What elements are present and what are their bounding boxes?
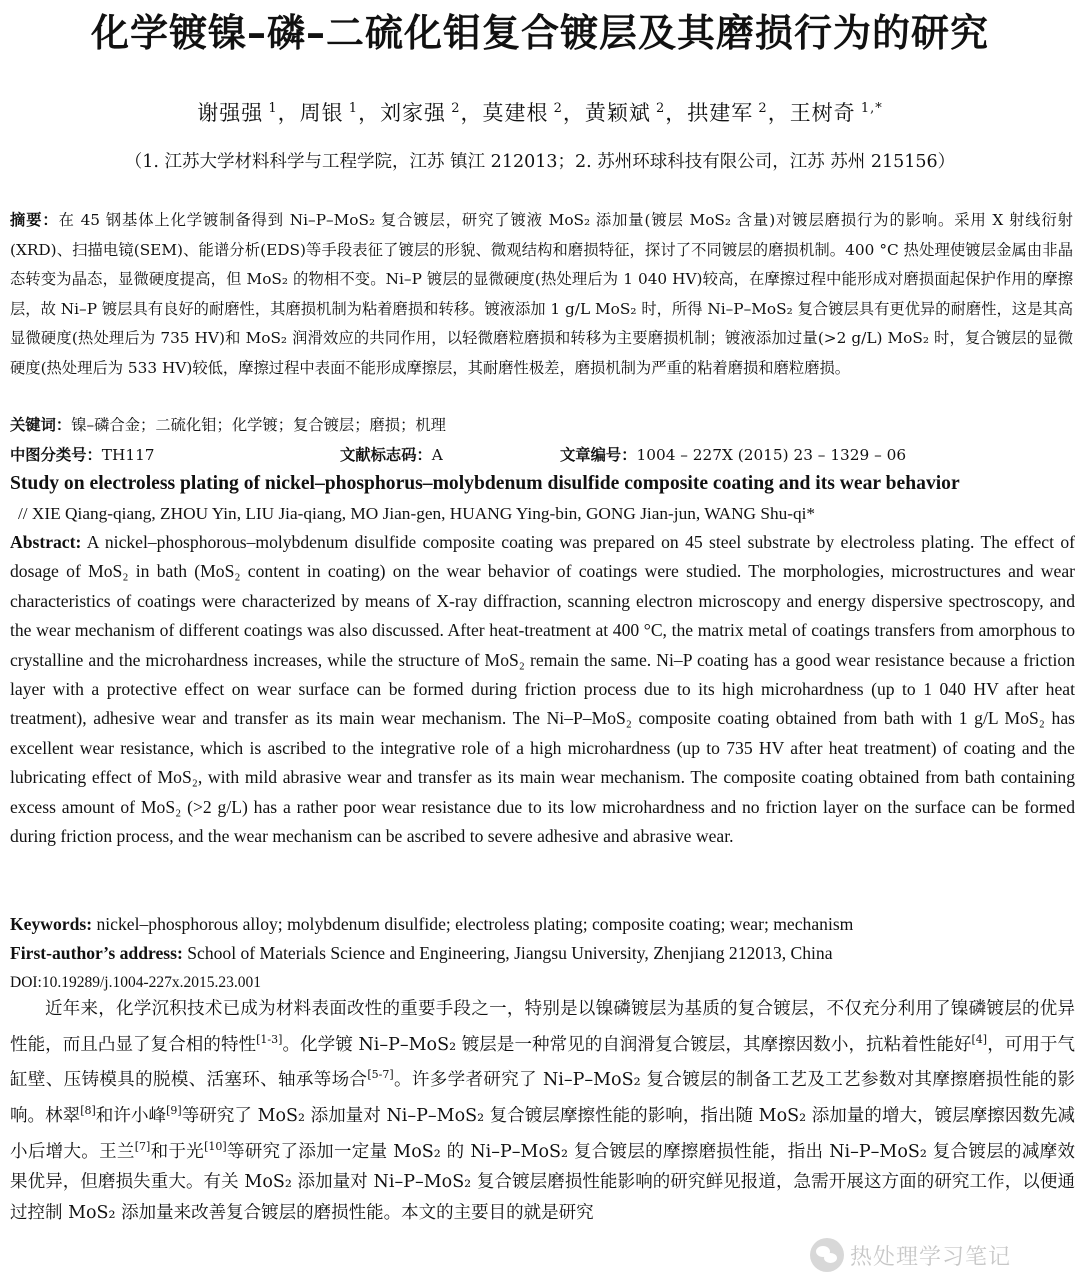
author-list-en: // XIE Qiang-qiang, ZHOU Yin, LIU Jia-qiang, MO Jian-gen, HUANG Ying-bin, GONG Jian-jun, WANG Shu-qi* — [18, 504, 816, 523]
author-name: 莫建根 — [482, 101, 549, 125]
author-name: 黄颖斌 — [584, 101, 651, 125]
doi: DOI:10.19289/j.1004-227x.2015.23.001 — [10, 974, 262, 991]
wechat-icon — [810, 1238, 844, 1272]
first-author-address — [10, 939, 1075, 968]
article-no-label: 文章编号： — [560, 446, 637, 464]
author-affiliation-mark: 2 — [446, 101, 461, 116]
author-affiliation-mark: 1 — [343, 101, 359, 116]
author-affiliation-mark: 2 — [650, 101, 666, 116]
abstract-cn — [10, 206, 1073, 383]
doc-code-value: A — [431, 446, 443, 464]
author-list-cn: 谢强强 $^1$，周银 $^1$，刘家强 $^2$，莫建根 $^2$，黄颖斌 $^2$，拱建军 $^2$，王树奇 $^{1,*}$ — [197, 101, 883, 125]
citation-mark: [8] — [80, 1104, 96, 1118]
clc-label: 中图分类号： — [10, 446, 102, 464]
paper-title-en: Study on electroless plating of nickel–phosphorus–molybdenum disulfide composite coating and its wear behavior — [10, 473, 960, 494]
classification-line — [10, 442, 1073, 468]
author-name: 拱建军 — [687, 101, 754, 125]
author-affiliation-mark: 2 — [753, 101, 768, 116]
address-text: School of Materials Science and Engineering, Jiangsu University, Zhenjiang 212013, China — [187, 943, 833, 963]
abstract-en-label: Abstract: — [10, 532, 82, 552]
abstract-en — [10, 528, 1075, 851]
citation-mark: [7] — [134, 1139, 151, 1153]
address-label: First-author’s address: — [10, 943, 183, 963]
citation-mark: [10] — [204, 1139, 227, 1153]
article-no-value: 1004 – 227X (2015) 23 – 1329 – 06 — [636, 446, 907, 464]
author-affiliation-mark: 1,* — [855, 101, 883, 116]
body-text-segment: 等研究了添加一定量 MoS₂ 的 Ni–P–MoS₂ 复合镀层的摩擦磨损性能，指出 Ni–P–MoS₂ 复合镀层的减摩效果优异，但磨损失重大。有关 MoS₂ 添加量对 Ni–P–MoS₂ 复合镀层磨损性能影响的研究鲜见报道，急需开展这方面的研究工作，以便通过控制 MoS₂ 添加量来改善复合镀层的磨损性能。本文的主要目的就是研究 — [10, 1141, 1076, 1224]
author-affiliation-mark: 1 — [263, 101, 278, 116]
body-text-segment: 。许多学者研究了 Ni–P–MoS₂ 复合镀层的制备工艺及工艺参数对其摩擦磨损性能的影响。林翠 — [10, 1070, 1075, 1126]
body-text-segment: ，可用于气缸壁、压铸模具的脱模、活塞环、轴承等场合 — [10, 1034, 1076, 1091]
clc-value: TH117 — [101, 446, 155, 464]
keywords-en-label: Keywords: — [10, 914, 93, 934]
keywords-cn-label: 关键词： — [10, 416, 72, 434]
abstract-cn-text: 在 45 钢基体上化学镀制备得到 Ni–P–MoS₂ 复合镀层，研究了镀液 MoS₂ 添加量(镀层 MoS₂ 含量)对镀层磨损行为的影响。采用 X 射线衍射(XRD)、扫描电镜(SEM)、能谱分析(EDS)等手段表征了镀层的形貌、微观结构和磨损特征，探讨了不同镀层的磨损机制。400 °C 热处理使镀层金属由非晶态转变为晶态，显微硬度提高，但 MoS₂ 的物相不变。Ni–P 镀层的显微硬度(热处理后为 1 040 HV)较高，在摩擦过程中能形成对磨损面起保护作用的摩擦层，故 Ni–P 镀层具有良好的耐磨性，其磨损机制为粘着磨损和转移。镀液添加 1 g/L MoS₂ 时，所得 Ni–P–MoS₂ 复合镀层具有更优异的耐磨性，这是其高显微硬度(热处理后为 735 HV)和 MoS₂ 润滑效应的共同作用，以轻微磨粒磨损和转移为主要磨损机制；镀液添加过量(>2 g/L) MoS₂ 时，复合镀层的显微硬度(热处理后为 533 HV)较低，摩擦过程中表面不能形成摩擦层，其耐磨性极差，磨损机制为严重的粘着磨损和磨粒磨损。 — [10, 211, 1073, 377]
body-text-segment: 近年来，化学沉积技术已成为材料表面改性的重要手段之一，特别是以镍磷镀层为基质的复合镀层，不仅充分利用了镍磷镀层的优异性能，而且凸显了复合相的特性 — [10, 999, 1075, 1055]
author-name: 周银 — [299, 101, 344, 125]
document-code — [340, 442, 443, 468]
abstract-cn-label: 摘要： — [10, 211, 59, 229]
citation-mark: [4] — [971, 1032, 988, 1046]
body-text-segment: 。化学镀 Ni–P–MoS₂ 镀层是一种常见的自润滑复合镀层，其摩擦因数小，抗粘着性能好 — [282, 1034, 972, 1055]
body-text-cn — [10, 994, 1075, 1229]
article-number — [560, 442, 906, 468]
citation-mark: [5-7] — [367, 1068, 394, 1082]
body-text-segment: 和许小峰 — [95, 1105, 167, 1126]
keywords-cn-text: 镍–磷合金；二硫化钼；化学镀；复合镀层；磨损；机理 — [71, 416, 446, 434]
author-name: 王树奇 — [789, 101, 856, 125]
watermark — [810, 1232, 1072, 1278]
paper-title-cn: 化学镀镍–磷–二硫化钼复合镀层及其磨损行为的研究 — [90, 11, 989, 55]
keywords-en — [10, 910, 1075, 939]
body-text-segment: 等研究了 MoS₂ 添加量对 Ni–P–MoS₂ 复合镀层摩擦性能的影响，指出随 MoS₂ 添加量的增大，镀层摩擦因数先减小后增大。王兰 — [10, 1105, 1076, 1162]
citation-mark: [1-3] — [256, 1032, 283, 1046]
author-name: 谢强强 — [197, 101, 264, 125]
body-text-segment: 和于光 — [150, 1141, 205, 1162]
citation-mark: [9] — [166, 1104, 182, 1118]
affiliation-cn: （1. 江苏大学材料科学与工程学院，江苏 镇江 212013；2. 苏州环球科技有限公司，江苏 苏州 215156） — [124, 152, 956, 172]
watermark-text: 热处理学习笔记 — [850, 1244, 1012, 1270]
abstract-en-text: A nickel–phosphorous–molybdenum disulfide composite coating was prepared on 45 steel substrate by electroless plating. The effect of dosage of MoS₂ in bath (MoS₂ content in coating) on the wear behavior of coatings were studied. The morphologies, microstructures and wear characteristics of coatings were characterized by means of X-ray diffraction, scanning electron microscopy and energy dispersive spectroscopy, and the wear mechanism of different coatings was also discussed. After heat-treatment at 400 °C, the matrix metal of coatings transfers from amorphous to crystalline and the microhardness increases, while the structure of MoS₂ remain the same. Ni–P coating has a good wear resistance because a friction layer with a protective effect on wear surface can be formed during friction process due to its high microhardness (up to 1 040 HV after heat treatment), adhesive wear and transfer as its main wear mechanism. The Ni–P–MoS₂ composite coating obtained from bath with 1 g/L MoS₂ has excellent wear resistance, which is ascribed to the integrative role of a high microhardness (up to 735 HV after heat treatment) of coating and the lubricating effect of MoS₂, with mild abrasive wear and transfer as its main wear mechanism. The composite coating obtained from bath containing excess amount of MoS₂ (>2 g/L) has a rather poor wear resistance due to its low microhardness and no friction layer on the surface can be formed during friction process, and the wear mechanism can be ascribed to severe adhesive and abrasive wear. — [10, 532, 1075, 847]
doc-code-label: 文献标志码： — [340, 446, 432, 464]
clc-number — [10, 442, 155, 468]
author-affiliation-mark: 2 — [548, 101, 563, 116]
keywords-cn — [10, 412, 1073, 438]
author-name: 刘家强 — [380, 101, 447, 125]
keywords-en-text: nickel–phosphorous alloy; molybdenum disulfide; electroless plating; composite coating; wear; mechanism — [96, 914, 854, 934]
